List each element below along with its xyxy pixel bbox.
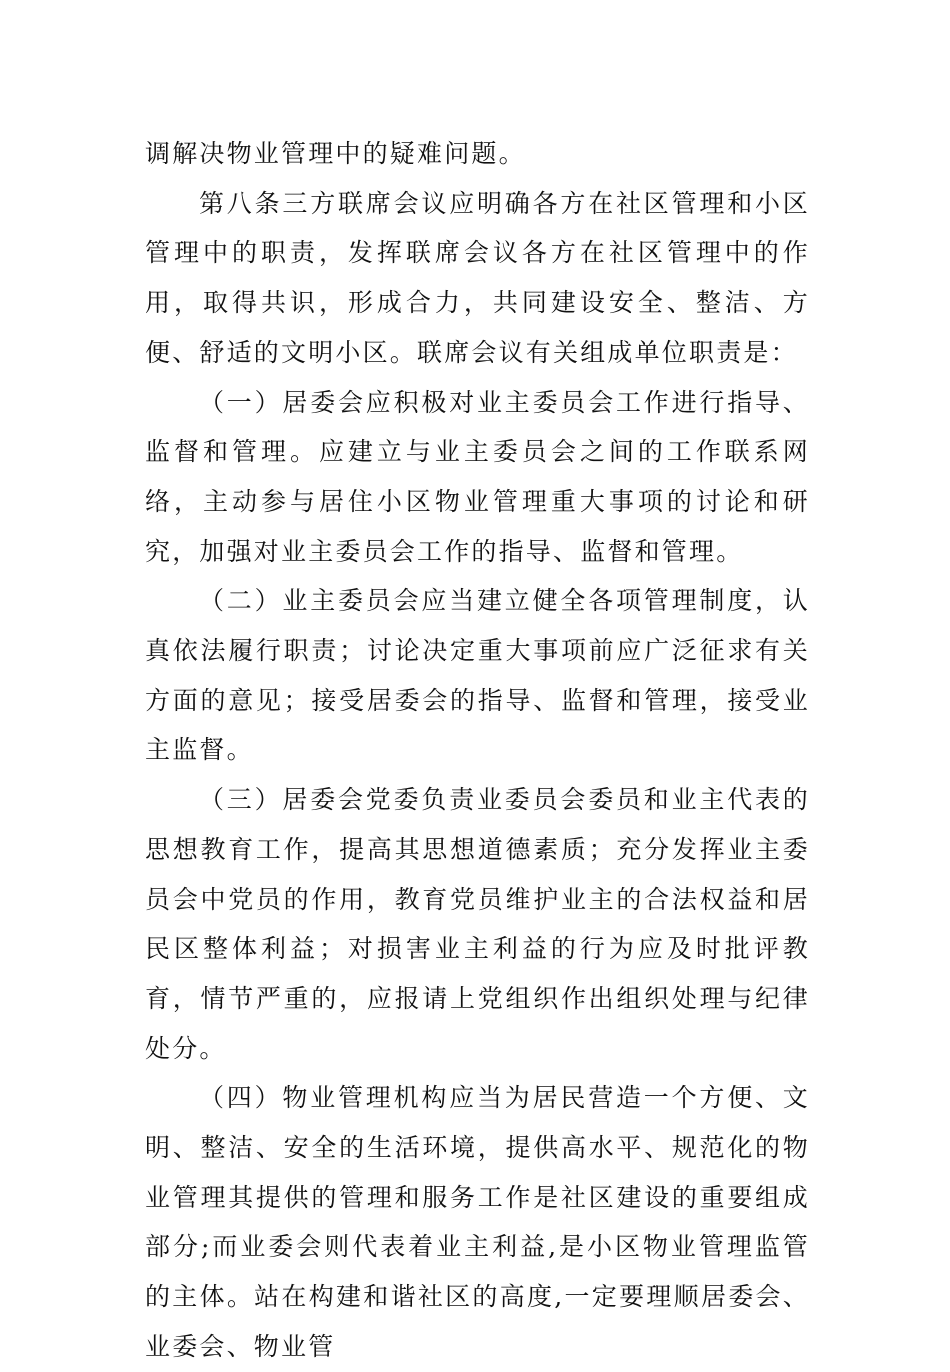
paragraph-item-3: （三）居委会党委负责业委员会委员和业主代表的思想教育工作，提高其思想道德素质；充分发挥业主委员会中党员的作用，教育党员维护业主的合法权益和居民区整体利益；对损害业主利益的行为应及时批评教育，情节严重的，应报请上党组织作出组织处理与纪律处分。 <box>145 785 810 1063</box>
paragraph-article-8: 第八条三方联席会议应明确各方在社区管理和小区管理中的职责，发挥联席会议各方在社区管理中的作用，取得共识，形成合力，共同建设安全、整洁、方便、舒适的文明小区。联席会议有关组成单位职责是： <box>145 188 810 367</box>
paragraph-item-2: （二）业主委员会应当建立健全各项管理制度，认真依法履行职责；讨论决定重大事项前应广泛征求有关方面的意见；接受居委会的指导、监督和管理，接受业主监督。 <box>145 586 810 765</box>
paragraph-item-1: （一）居委会应积极对业主委员会工作进行指导、监督和管理。应建立与业主委员会之间的工作联系网络，主动参与居住小区物业管理重大事项的讨论和研究，加强对业主委员会工作的指导、监督和管理。 <box>145 387 810 566</box>
paragraph-item-4: （四）物业管理机构应当为居民营造一个方便、文明、整洁、安全的生活环境，提供高水平、规范化的物业管理其提供的管理和服务工作是社区建设的重要组成部分;而业委会则代表着业主利益,是小区物业管理监管的主体。站在构建和谐社区的高度,一定要理顺居委会、业委会、物业管 <box>145 1083 810 1361</box>
paragraph-continuation: 调解决物业管理中的疑难问题。 <box>145 139 526 168</box>
document-body <box>145 129 810 1372</box>
